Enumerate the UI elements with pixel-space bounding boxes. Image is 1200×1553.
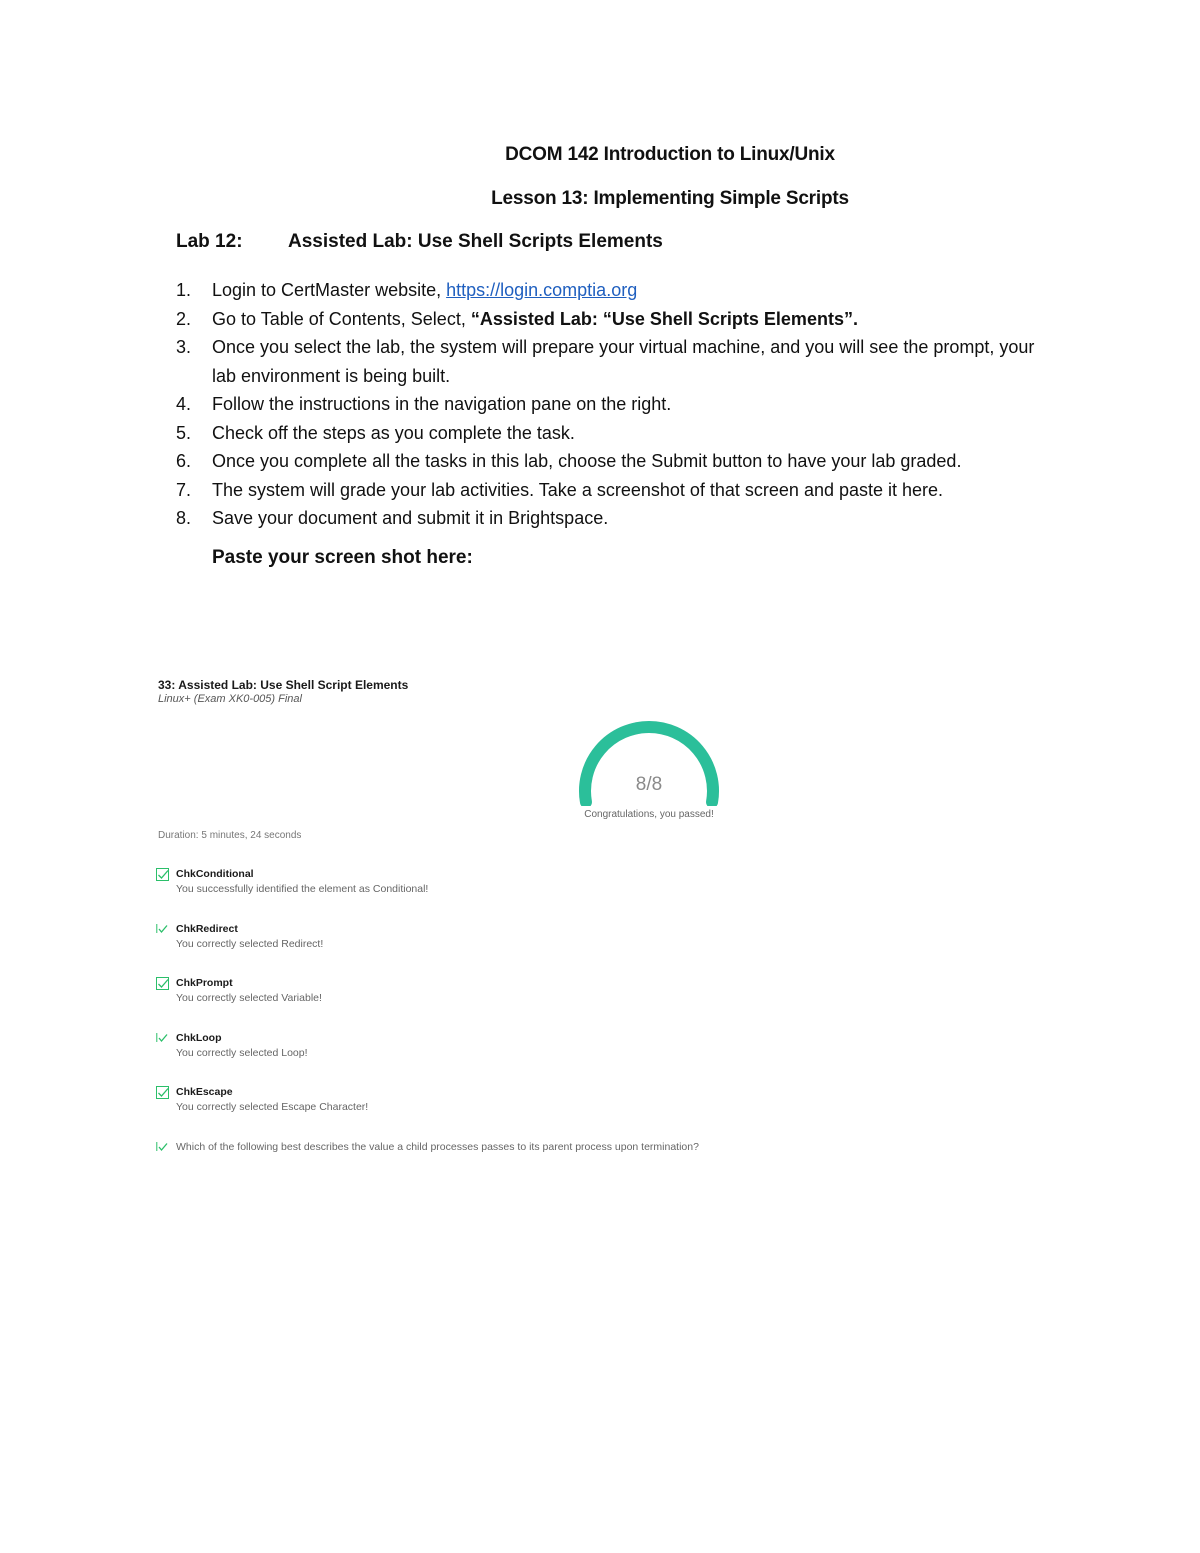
check-name: ChkPrompt: [176, 977, 233, 989]
check-mark-icon: [156, 923, 170, 937]
pass-message: Congratulations, you passed!: [584, 809, 714, 820]
lesson-title: Lesson 13: Implementing Simple Scripts: [491, 188, 849, 209]
check-item-conditional: [156, 868, 756, 902]
lab-heading: [176, 231, 663, 253]
step-text: Login to CertMaster website,: [212, 280, 447, 300]
step-text: The system will grade your lab activities. Take a screenshot of that screen and paste it here.: [212, 479, 944, 500]
list-item: [176, 447, 1056, 476]
lab-result-title: 33: Assisted Lab: Use Shell Script Elements: [158, 678, 409, 692]
check-name: ChkRedirect: [176, 923, 238, 935]
check-item-prompt: [156, 977, 756, 1011]
step-number: 7.: [176, 479, 192, 500]
list-item: [176, 390, 1056, 419]
step-text: Once you select the lab, the system will prepare your virtual machine, and you will see the prompt, your lab environment is being built.: [212, 337, 1035, 386]
check-mark-icon: [156, 1032, 170, 1046]
question-text: Which of the following best describes the value a child processes passes to its parent process upon termination?: [176, 1141, 699, 1153]
lab-label: Lab 12:: [176, 231, 243, 252]
list-item: [176, 305, 1056, 334]
list-item: [176, 419, 1056, 448]
check-name: ChkLoop: [176, 1032, 222, 1044]
check-item-escape: [156, 1086, 756, 1120]
step-text: Follow the instructions in the navigation pane on the right.: [212, 394, 672, 414]
check-item-loop: [156, 1032, 756, 1066]
embedded-lab-screenshot: [156, 676, 756, 1166]
score-value: 8/8: [635, 774, 663, 795]
list-item: [176, 476, 1056, 505]
checked-box-icon: [156, 868, 170, 882]
step-number: 3.: [176, 337, 192, 357]
step-text: Save your document and submit it in Brightspace.: [212, 508, 609, 528]
check-description: You correctly selected Variable!: [176, 992, 322, 1004]
step-text: Once you complete all the tasks in this lab, choose the Submit button to have your lab graded.: [212, 451, 962, 471]
check-description: You correctly selected Escape Character!: [176, 1101, 369, 1113]
check-name: ChkConditional: [176, 868, 254, 880]
step-number: 1.: [176, 280, 192, 300]
course-title: DCOM 142 Introduction to Linux/Unix: [505, 144, 835, 165]
check-item-question: [156, 1141, 756, 1175]
step-number: 2.: [176, 308, 192, 329]
step-number: 8.: [176, 508, 192, 528]
list-item: [176, 333, 1056, 390]
step-number: 4.: [176, 394, 192, 414]
instruction-list: [176, 276, 1056, 533]
certmaster-link[interactable]: https://login.comptia.org: [446, 280, 638, 300]
check-description: You correctly selected Loop!: [176, 1047, 308, 1059]
check-item-redirect: [156, 923, 756, 957]
list-item: [176, 504, 1056, 533]
checked-box-icon: [156, 1086, 170, 1100]
check-description: You successfully identified the element as Conditional!: [176, 883, 429, 895]
exam-subtitle: Linux+ (Exam XK0-005) Final: [158, 693, 302, 705]
check-name: ChkEscape: [176, 1086, 233, 1098]
step-text: Check off the steps as you complete the task.: [212, 422, 575, 443]
duration-text: Duration: 5 minutes, 24 seconds: [158, 830, 302, 841]
paste-heading: Paste your screen shot here:: [212, 547, 473, 568]
step-text: Go to Table of Contents, Select,: [212, 308, 471, 329]
step-number: 6.: [176, 451, 192, 471]
check-mark-icon: [156, 1141, 170, 1155]
step-bold-text: “Assisted Lab: “Use Shell Scripts Elements”.: [470, 308, 858, 329]
list-item: [176, 276, 1056, 305]
step-number: 5.: [176, 422, 192, 443]
check-description: You correctly selected Redirect!: [176, 938, 324, 950]
checked-box-icon: [156, 977, 170, 991]
lab-title: Assisted Lab: Use Shell Scripts Elements: [288, 231, 663, 252]
